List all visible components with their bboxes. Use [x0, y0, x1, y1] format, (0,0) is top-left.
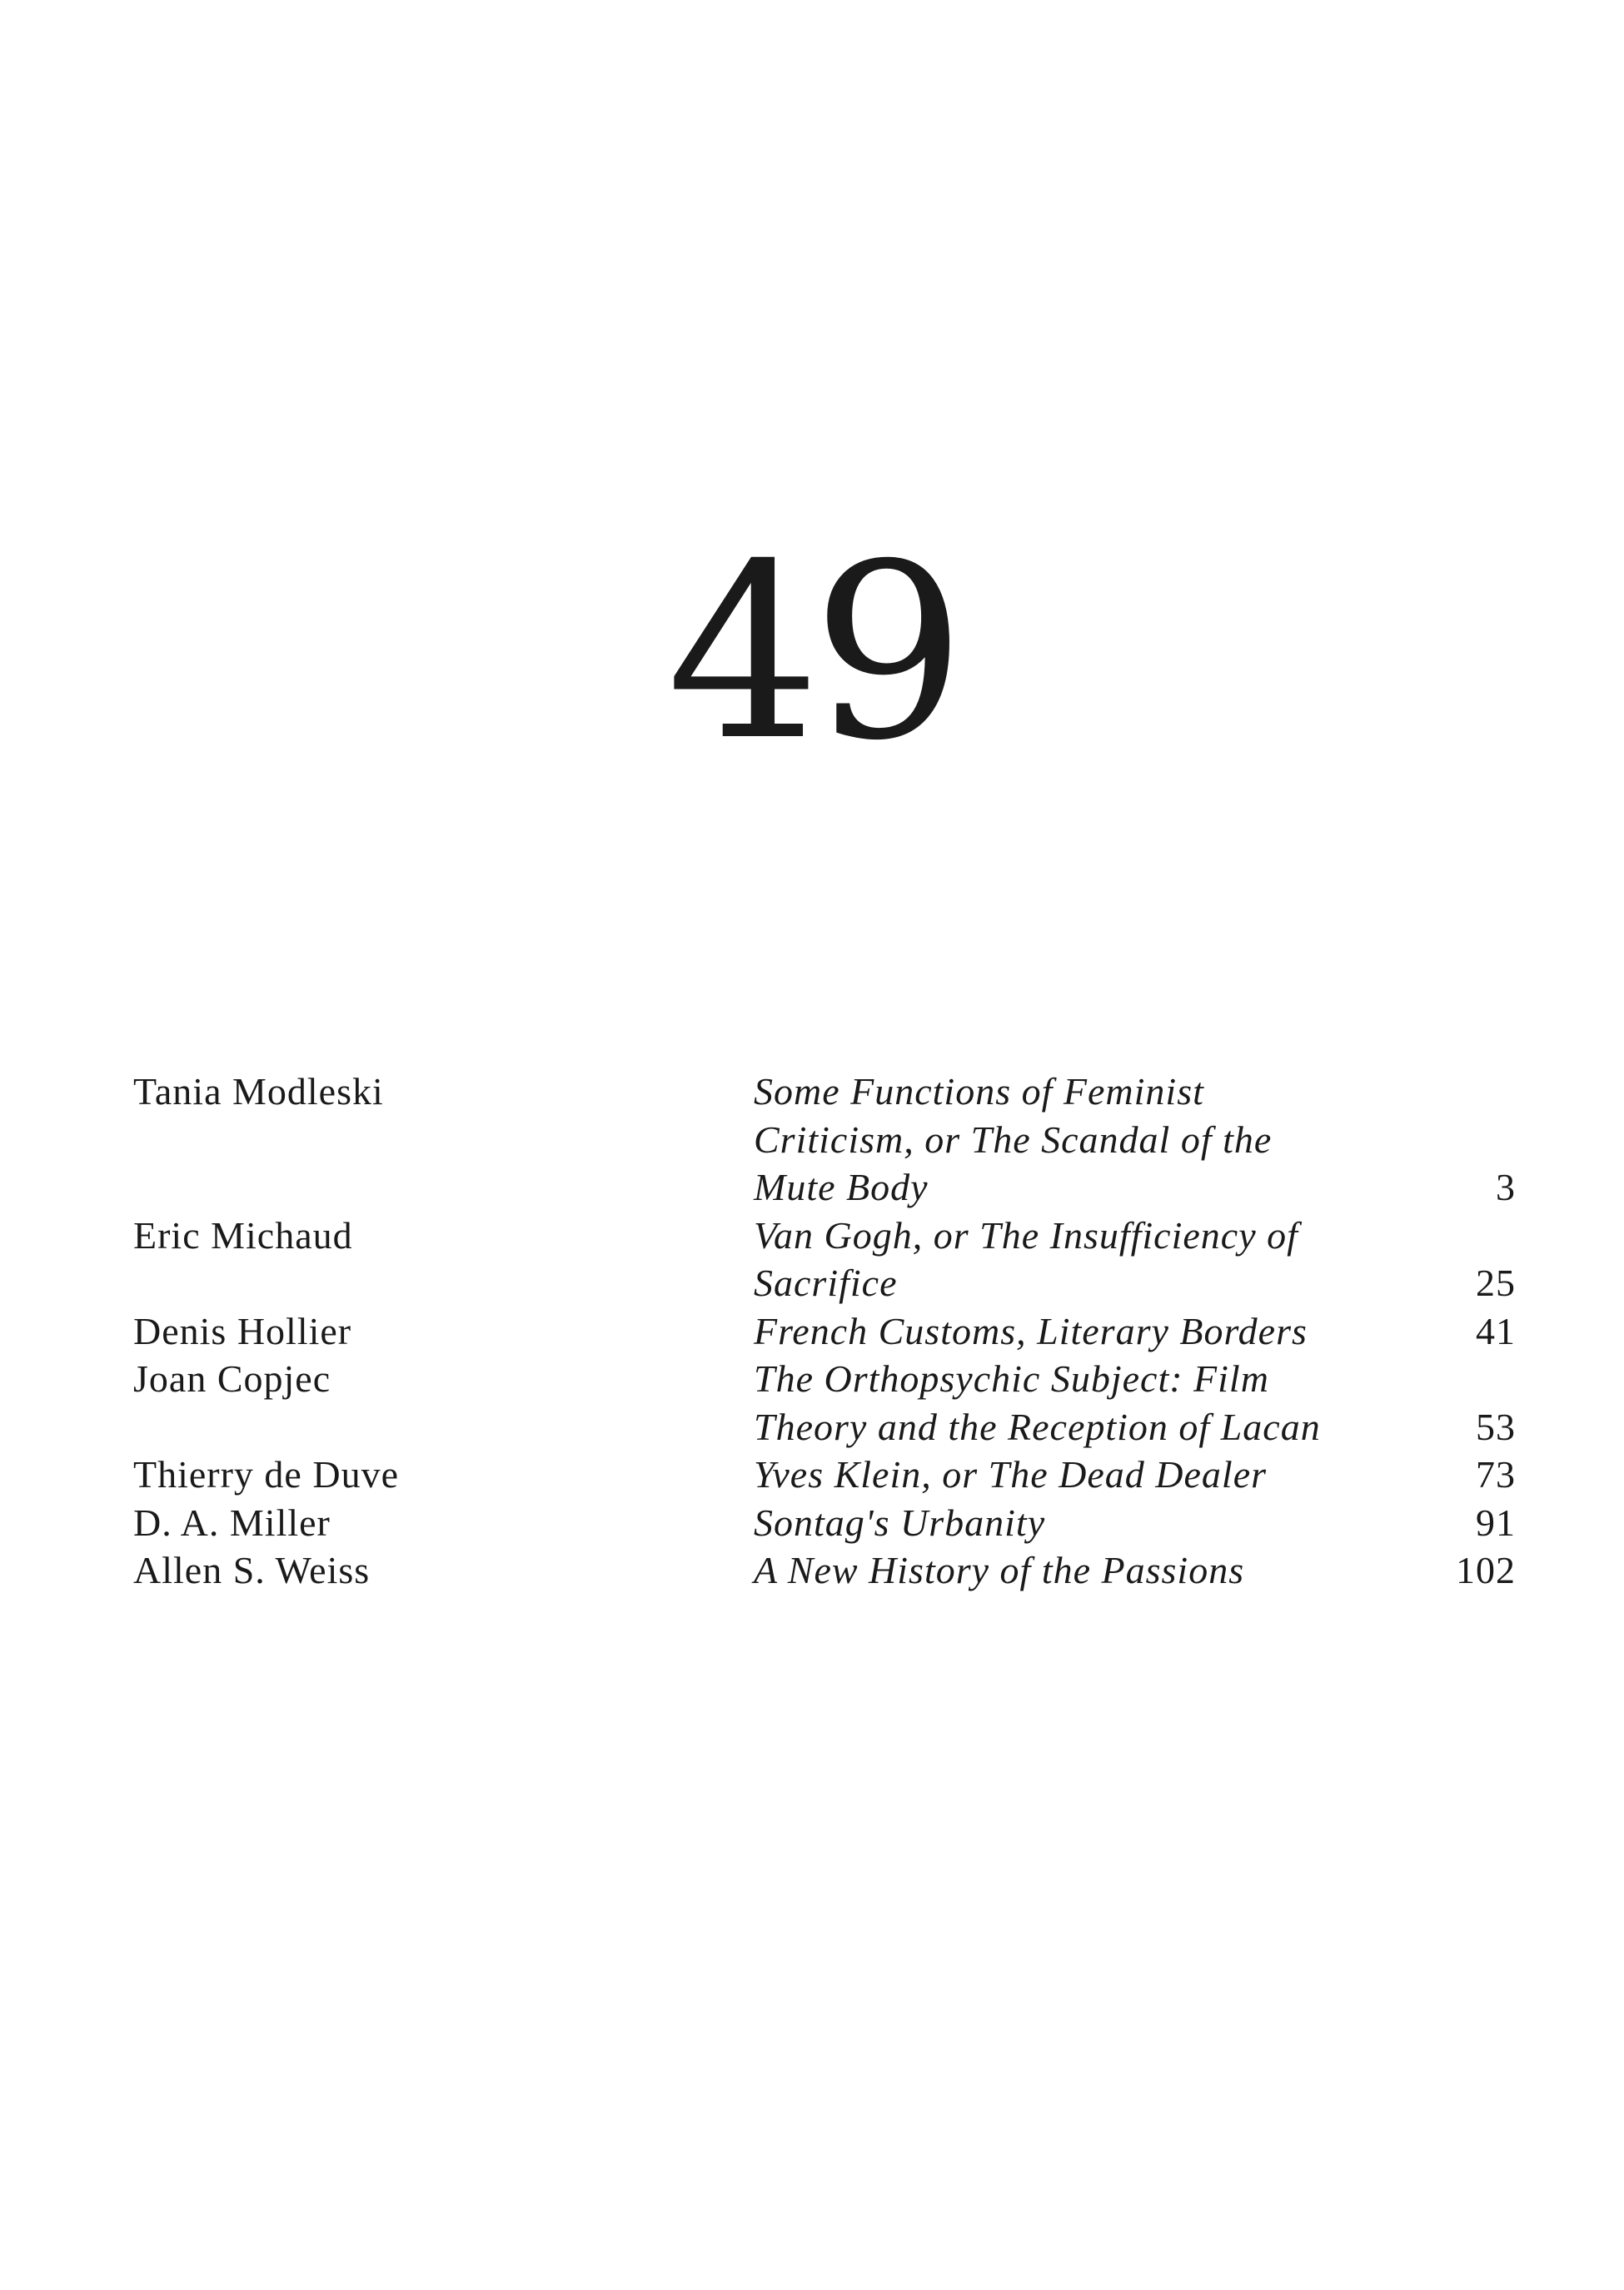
entry-title-line: The Orthopsychic Subject: Film [754, 1357, 1269, 1400]
entry-title [754, 1212, 1387, 1307]
entry-author: Allen S. Weiss [133, 1549, 371, 1591]
entry-page-number: 41 [1476, 1309, 1516, 1352]
entry-title-line: Yves Klein, or The Dead Dealer [754, 1453, 1268, 1496]
toc-entry [133, 1355, 1516, 1451]
issue-number: 49 [666, 513, 958, 794]
entry-title [754, 1068, 1387, 1212]
toc-entry [133, 1068, 1516, 1212]
entry-title-line: Criticism, or The Scandal of the [754, 1118, 1273, 1161]
entry-title-line: Some Functions of Feminist [754, 1070, 1204, 1113]
entry-title-line: Theory and the Reception of Lacan [754, 1405, 1321, 1448]
toc-entry [133, 1307, 1516, 1356]
entry-page-number: 91 [1476, 1501, 1516, 1544]
entry-page-number: 102 [1456, 1549, 1516, 1591]
entry-title [754, 1451, 1387, 1499]
entry-title-line: Sacrifice [754, 1262, 898, 1304]
entry-title [754, 1546, 1387, 1595]
toc-entry [133, 1451, 1516, 1499]
entry-page-number: 53 [1476, 1405, 1516, 1448]
entry-page-number: 73 [1476, 1453, 1516, 1496]
toc-entry [133, 1546, 1516, 1595]
entry-author: Tania Modleski [133, 1070, 384, 1113]
entry-title-line: Sontag's Urbanity [754, 1501, 1046, 1544]
entry-author: Denis Hollier [133, 1309, 352, 1352]
entry-page-number: 3 [1496, 1166, 1516, 1208]
entry-title [754, 1307, 1387, 1356]
toc-entry [133, 1499, 1516, 1547]
entry-author: Thierry de Duve [133, 1453, 399, 1496]
toc-entry [133, 1212, 1516, 1307]
entry-author: Joan Copjec [133, 1357, 331, 1400]
entry-title [754, 1355, 1387, 1451]
entry-title-line: A New History of the Passions [754, 1549, 1245, 1591]
entry-title [754, 1499, 1387, 1547]
entry-title-line: Van Gogh, or The Insufficiency of [754, 1213, 1298, 1257]
entry-page-number: 25 [1476, 1262, 1516, 1304]
entry-author: D. A. Miller [133, 1501, 331, 1544]
entry-title-line: Mute Body [754, 1166, 929, 1208]
table-of-contents [133, 1068, 1516, 1595]
entry-title-line: French Customs, Literary Borders [754, 1309, 1308, 1352]
entry-author: Eric Michaud [133, 1213, 353, 1257]
